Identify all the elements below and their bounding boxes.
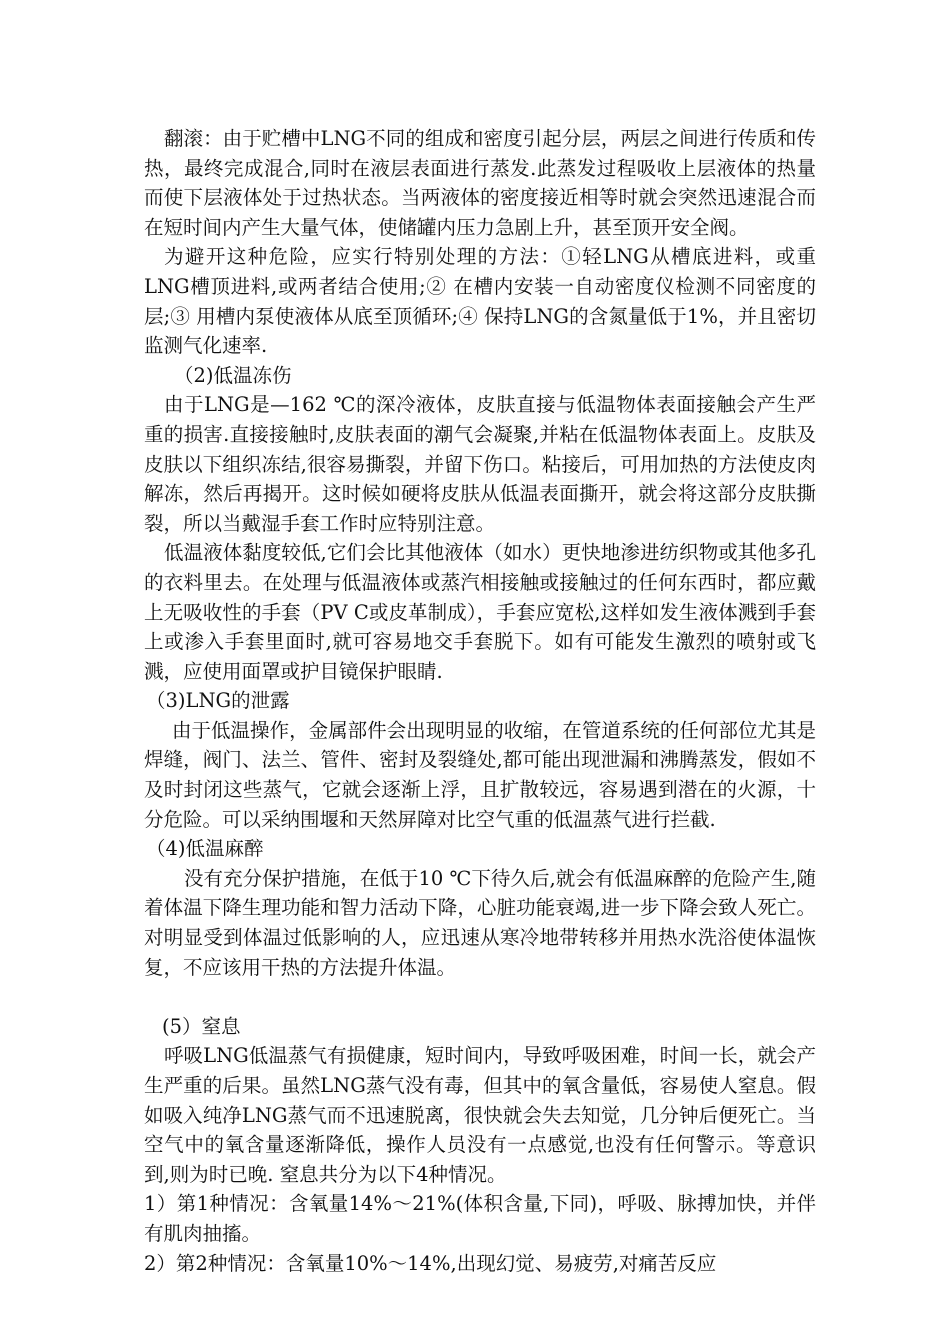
paragraph-gloves: 低温液体黏度较低,它们会比其他液体（如水）更快地渗进纺织物或其他多孔的衣料里去。在处理与低温液体或蒸汽相接触或接触过的任何东西时，都应戴上无吸收性的手套（PV C或皮革制成），手套应宽松,这样如发生液体溅到手套上或渗入手套里面时,就可容易地交手套脱下。如有可能发生激烈的喷射或飞溅，应使用面罩或护目镜保护眼睛.	[144, 541, 816, 683]
list-item-case-1: 1）第1种情况：含氧量14%～21%(体积含量,下同)，呼吸、脉搏加快，并伴有肌肉抽搐。	[144, 1192, 816, 1245]
document-body	[144, 124, 816, 1278]
paragraph-hypothermia: 没有充分保护措施，在低于10 ℃下待久后,就会有低温麻醉的危险产生,随着体温下降生理功能和智力活动下降，心脏功能衰竭,进一步下降会致人死亡。对明显受到体温过低影响的人，应迅速从寒冷地带转移并用热水洗浴使体温恢复，不应该用干热的方法提升体温。	[144, 866, 816, 979]
paragraph-rollover: 翻滚：由于贮槽中LNG不同的组成和密度引起分层，两层之间进行传质和传热，最终完成混合,同时在液层表面进行蒸发.此蒸发过程吸收上层液体的热量而使下层液体处于过热状态。当两液体的密度接近相等时就会突然迅速混合而在短时间内产生大量气体，使储罐内压力急剧上升，甚至顶开安全阀。	[144, 127, 816, 239]
heading-asphyxiation: (5）窒息	[162, 1014, 241, 1038]
paragraph-prevention-methods: 为避开这种危险，应实行特别处理的方法：①轻LNG从槽底进料，或重LNG槽顶进料,或两者结合使用;② 在槽内安装一自动密度仪检测不同密度的层;③ 用槽内泵使液体从底至顶循环;④ 保持LNG的含氮量低于1%，并且密切监测气化速率.	[144, 245, 816, 358]
heading-leakage: （3)LNG的泄露	[146, 689, 290, 713]
list-item-case-2: 2）第2种情况：含氧量10%～14%,出现幻觉、易疲劳,对痛苦反应	[144, 1251, 717, 1275]
paragraph-leakage: 由于低温操作，金属部件会出现明显的收缩，在管道系统的任何部位尤其是焊缝，阀门、法兰、管件、密封及裂缝处,都可能出现泄漏和沸腾蒸发，假如不及时封闭这些蒸气，它就会逐渐上浮，且扩散较远，容易遇到潜在的火源，十分危险。可以采纳围堰和天然屏障对比空气重的低温蒸气进行拦截.	[144, 718, 816, 831]
heading-hypothermia: （4)低温麻醉	[146, 837, 264, 861]
paragraph-asphyxiation: 呼吸LNG低温蒸气有损健康，短时间内，导致呼吸困难，时间一长，就会产生严重的后果。虽然LNG蒸气没有毒，但其中的氧含量低，容易使人窒息。假如吸入纯净LNG蒸气而不迅速脱离，很快就会失去知觉，几分钟后便死亡。当空气中的氧含量逐渐降低，操作人员没有一点感觉,也没有任何警示。等意识到,则为时已晚. 窒息共分为以下4种情况。	[144, 1044, 816, 1186]
blank-line	[144, 982, 816, 1012]
heading-frostbite: （2)低温冻伤	[174, 363, 292, 387]
paragraph-frostbite: 由于LNG是—162 ℃的深冷液体，皮肤直接与低温物体表面接触会产生严重的损害.直接接触时,皮肤表面的潮气会凝聚,并粘在低温物体表面上。皮肤及皮肤以下组织冻结,很容易撕裂，并留下伤口。粘接后，可用加热的方法使皮肉解冻，然后再揭开。这时候如硬将皮肤从低温表面撕开，就会将这部分皮肤撕裂，所以当戴湿手套工作时应特别注意。	[144, 393, 816, 535]
